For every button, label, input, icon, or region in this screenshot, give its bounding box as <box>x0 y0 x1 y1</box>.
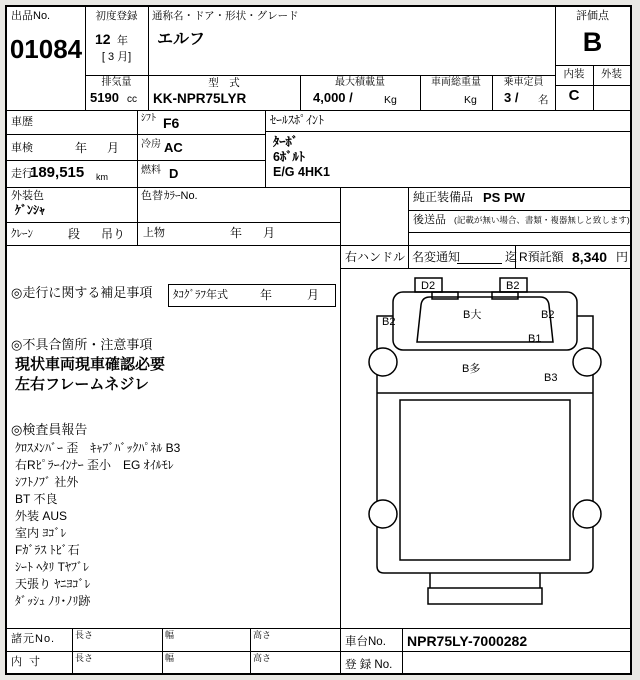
visor-mark <box>492 292 518 299</box>
ac-value: AC <box>164 140 183 155</box>
defects-title: ◎不具合箇所・注意事項 <box>11 337 153 352</box>
diagram-label-b2-right: B2 <box>541 309 555 321</box>
diagram-label-b3: B3 <box>544 372 558 384</box>
sales-point-item: 6ﾎﾞﾙﾄ <box>273 150 305 164</box>
deposit-unit: 円 <box>616 250 629 264</box>
height-label: 高さ <box>253 630 272 640</box>
wheel-rear-left <box>369 500 397 528</box>
grid-line <box>7 245 630 246</box>
inspector-item: ｸﾛｽﾒﾝﾊﾞｰ 歪 ｷｬﾌﾞﾊﾞｯｸﾊﾟﾈﾙ B3 <box>15 441 181 455</box>
later-items-note: (記載が無い場合、書類・複器無しと致します) <box>454 215 630 225</box>
visor-mark <box>432 292 458 299</box>
first-registration-year-unit: 年 <box>117 35 128 47</box>
first-registration-month: [ 3 月] <box>101 51 132 63</box>
grid-line <box>7 134 265 135</box>
inspector-item: 天張り ﾔﾆﾖｺﾞﾚ <box>15 577 91 591</box>
body-year-unit: 年 <box>230 226 243 240</box>
inspector-item: 外装 AUS <box>15 509 68 523</box>
length-label: 長さ <box>75 630 94 640</box>
shift-value: F6 <box>163 115 180 131</box>
grid-line <box>7 160 265 161</box>
diagram-label-b2-left: B2 <box>382 316 396 328</box>
displacement-value: 5190 <box>90 90 119 105</box>
model-code-value: KK-NPR75LYR <box>153 91 247 106</box>
wheel-front-right <box>573 348 601 376</box>
inspector-item: Fｶﾞﾗｽ ﾄﾋﾞ石 <box>15 543 80 557</box>
first-registration-year: 12 <box>95 31 111 47</box>
color-change-label: 色替 <box>141 190 163 202</box>
grid-line <box>408 210 630 211</box>
crane-label: ｸﾚｰﾝ <box>11 228 33 240</box>
grid-line <box>85 75 555 76</box>
max-load-value: 4,000 / <box>313 90 353 105</box>
inspection-label: 車検 <box>11 142 33 154</box>
wheel-rear-right <box>573 500 601 528</box>
exterior-color-value: ｹﾞﾝｼｬ <box>15 203 46 217</box>
deposit-value: 8,340 <box>571 249 607 265</box>
handle-label: 右ハンドル <box>345 250 406 264</box>
fuel-value: D <box>169 166 179 181</box>
sales-point-item: ﾀｰﾎﾞ <box>273 135 299 149</box>
grid-line <box>72 628 73 675</box>
inspection-year-unit: 年 <box>75 141 88 155</box>
mileage-value: 189,515 <box>30 164 85 181</box>
interior-label: 内装 <box>563 68 585 80</box>
registration-no-label: 登 録 No. <box>345 659 393 671</box>
inner-dims-row-label: 内 寸 <box>11 656 43 668</box>
model-name-value: エルフ <box>157 31 206 48</box>
diagram-label-b1: B1 <box>528 333 542 345</box>
tachograph-month-unit: 月 <box>307 288 320 302</box>
grid-line <box>7 222 340 223</box>
oem-equipment-label: 純正装備品 <box>413 190 474 204</box>
rear-bumper <box>428 588 542 604</box>
wheel-front-left <box>369 348 397 376</box>
sales-points-label: ｾｰﾙｽﾎﾟｲﾝﾄ <box>270 113 325 127</box>
blank-underline <box>457 263 502 264</box>
inspector-item: ｼｰﾄ ﾍﾀﾘ Tﾔﾌﾞﾚ <box>15 560 89 574</box>
auction-sheet <box>5 5 632 675</box>
inspector-item: ｼﾌﾄﾉﾌﾞ 社外 <box>15 475 79 489</box>
gross-weight-label: 車両総重量 <box>431 77 481 88</box>
inspector-item: 室内 ﾖｺﾞﾚ <box>15 526 67 540</box>
grid-line <box>265 131 630 132</box>
body-label: 上物 <box>143 227 165 239</box>
first-registration-label: 初度登録 <box>95 10 138 22</box>
grid-line <box>7 110 630 111</box>
height-label: 高さ <box>253 653 272 663</box>
grid-line <box>408 232 630 233</box>
capacity-unit: 名 <box>538 94 549 106</box>
exterior-color-label: 外装色 <box>11 190 44 202</box>
capacity-value: 3 / <box>504 90 519 105</box>
deposit-label: R預託額 <box>519 250 564 264</box>
chassis-no-value: NPR75LY-7000282 <box>407 633 528 649</box>
crane-hang-label: 吊り <box>101 227 126 241</box>
ac-label: 冷房 <box>141 139 161 150</box>
lot-number-label: 出品No. <box>11 10 51 22</box>
capacity-label: 乗車定員 <box>503 77 544 88</box>
grid-line <box>402 628 403 675</box>
diagram-label-b2-top: B2 <box>506 280 520 292</box>
color-no-label: ｶﾗｰNo. <box>164 190 198 202</box>
grid-line <box>408 187 409 268</box>
defect-item: 左右フレームネジレ <box>15 376 150 393</box>
diagram-label-b-many: B多 <box>462 363 481 375</box>
until-label: 迄 <box>505 250 518 264</box>
grid-line <box>7 628 630 629</box>
width-label: 幅 <box>165 630 175 640</box>
grid-line <box>250 628 251 675</box>
body-outline <box>377 316 593 573</box>
model-name-label: 通称名・ドア・形状・グレード <box>152 10 299 22</box>
grade-label: 評価点 <box>576 10 609 22</box>
length-label: 長さ <box>75 653 94 663</box>
grid-line <box>162 628 163 675</box>
inspector-title: ◎検査員報告 <box>11 422 88 437</box>
bed-inner <box>400 400 570 560</box>
inspector-item: BT 不良 <box>15 492 58 506</box>
body-month-unit: 月 <box>263 226 276 240</box>
model-code-label: 型 式 <box>208 77 240 89</box>
gross-weight-unit: Kg <box>464 94 477 106</box>
grid-line <box>265 110 266 187</box>
grade-value: B <box>582 27 603 57</box>
displacement-unit: cc <box>127 94 137 105</box>
name-change-label: 名変通知 <box>412 250 461 264</box>
inspection-month-unit: 月 <box>107 141 120 155</box>
mileage-label: 走行 <box>11 168 33 180</box>
grid-line <box>148 7 149 110</box>
max-load-label: 最大積載量 <box>335 77 385 88</box>
mileage-note-title: ◎走行に関する補足事項 <box>11 285 153 300</box>
tachograph-year-unit: 年 <box>260 288 273 302</box>
shift-label: ｼﾌﾄ <box>141 113 156 124</box>
inspector-item: 右Rﾋﾟﾗｰｲﾝﾅｰ 歪小 EG ｵｲﾙﾓﾚ <box>15 458 174 472</box>
interior-grade-value: C <box>568 87 580 104</box>
exterior-label: 外装 <box>601 68 622 80</box>
inspector-item: ﾀﾞｯｼｭ ﾉﾘ･ﾉﾘ跡 <box>15 594 91 608</box>
defect-item: 現状車両現車確認必要 <box>15 356 166 373</box>
max-load-unit: Kg <box>384 94 397 106</box>
mileage-unit: km <box>96 172 108 182</box>
dims-row-label: 諸元No. <box>11 633 56 645</box>
grid-line <box>137 110 138 245</box>
diagram-label-d2: D2 <box>421 280 436 292</box>
history-label: 車歴 <box>11 116 33 128</box>
oem-equipment-value: PS PW <box>483 190 525 205</box>
rear-frame <box>430 573 540 588</box>
fuel-label: 燃料 <box>141 165 161 176</box>
crane-step-label: 段 <box>68 227 81 241</box>
displacement-label: 排気量 <box>101 77 132 88</box>
vehicle-diagram <box>340 268 630 628</box>
sales-point-item: E/G 4HK1 <box>273 165 330 179</box>
tachograph-label: ﾀｺｸﾞﾗﾌ年式 <box>173 289 228 301</box>
diagram-label-b-large: B大 <box>463 309 482 321</box>
width-label: 幅 <box>165 653 175 663</box>
chassis-no-label: 車台No. <box>345 636 386 648</box>
grid-line <box>7 187 630 188</box>
lot-number-value: 01084 <box>9 34 83 64</box>
later-items-label: 後送品 <box>413 214 446 226</box>
grid-line <box>7 651 630 652</box>
